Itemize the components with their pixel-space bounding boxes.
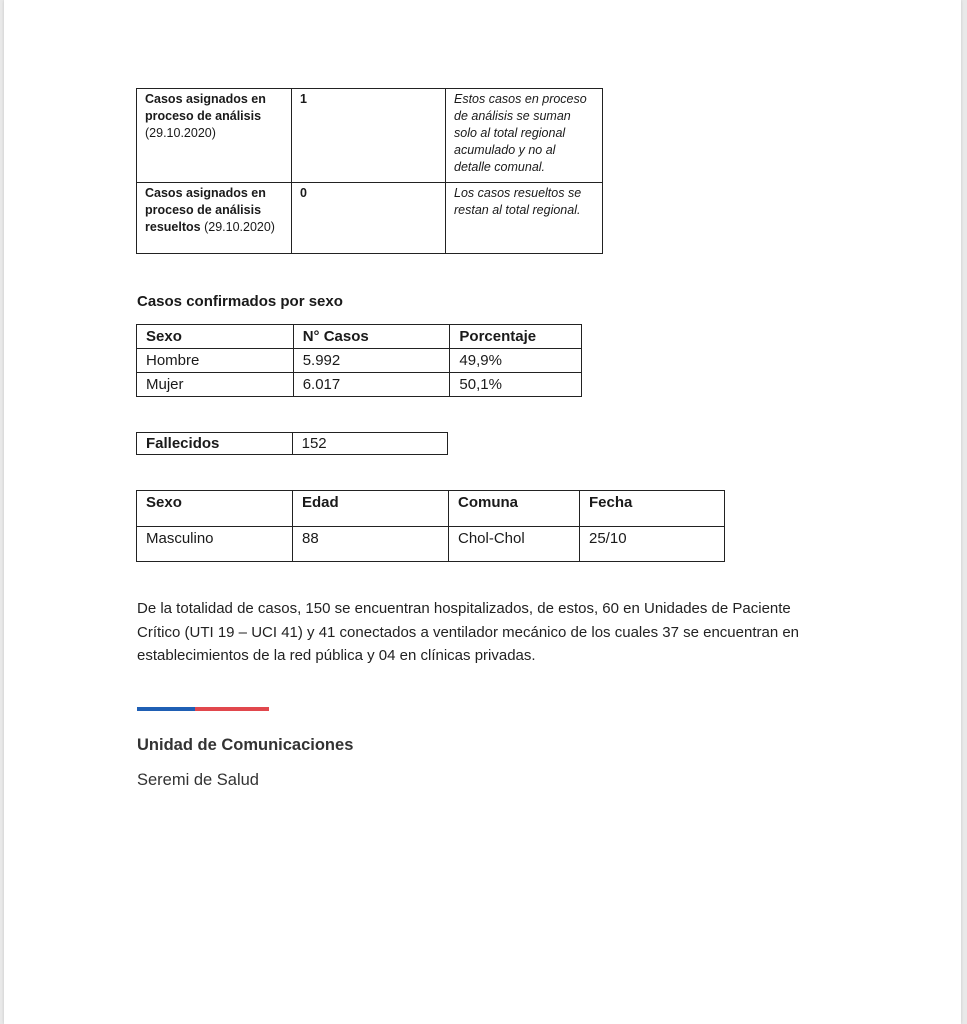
casos-por-sexo-table (136, 324, 582, 397)
row-label-date: (29.10.2020) (204, 220, 275, 234)
table-header-row (137, 491, 725, 527)
table-cell: 5.992 (293, 349, 450, 373)
row-note-cell: Estos casos en proceso de análisis se suman solo al total regional acumulado y no al detalle comunal. (446, 89, 603, 183)
row-label-cell (137, 183, 292, 254)
row-label-bold: Casos asignados en proceso de análisis (145, 92, 266, 123)
row-label-bold: Casos asignados en proceso de análisis resueltos (145, 186, 266, 234)
table-cell: 25/10 (580, 527, 725, 562)
header-cell: Porcentaje (450, 325, 582, 349)
table-cell: Hombre (137, 349, 294, 373)
table-cell: Masculino (137, 527, 293, 562)
header-cell: Sexo (137, 491, 293, 527)
table-row (137, 527, 725, 562)
fallecidos-label: Fallecidos (137, 433, 293, 455)
header-cell: Sexo (137, 325, 294, 349)
table-cell: 49,9% (450, 349, 582, 373)
org-name: Seremi de Salud (137, 771, 259, 789)
divider-blue-segment (137, 707, 195, 711)
fallecidos-value: 152 (292, 433, 447, 455)
table-cell: Mujer (137, 373, 294, 397)
header-cell: Edad (293, 491, 449, 527)
header-cell: N° Casos (293, 325, 450, 349)
table-cell: Chol-Chol (449, 527, 580, 562)
row-value-cell: 1 (292, 89, 446, 183)
table-cell: 88 (293, 527, 449, 562)
table-row (137, 349, 582, 373)
flag-divider (137, 707, 269, 711)
table-cell: 6.017 (293, 373, 450, 397)
row-label-cell (137, 89, 292, 183)
row-label-date: (29.10.2020) (145, 126, 216, 140)
table-header-row (137, 325, 582, 349)
table-row (137, 433, 448, 455)
casos-asignados-table (136, 88, 603, 254)
sexo-section-heading: Casos confirmados por sexo (137, 293, 343, 310)
detalle-fallecido-table (136, 490, 725, 562)
row-note-cell: Los casos resueltos se restan al total regional. (446, 183, 603, 254)
table-row (137, 89, 603, 183)
row-value-cell: 0 (292, 183, 446, 254)
header-cell: Comuna (449, 491, 580, 527)
unit-name: Unidad de Comunicaciones (137, 736, 354, 754)
document-page (4, 0, 961, 1024)
divider-red-segment (195, 707, 269, 711)
table-row (137, 183, 603, 254)
fallecidos-table (136, 432, 448, 455)
table-cell: 50,1% (450, 373, 582, 397)
table-row (137, 373, 582, 397)
header-cell: Fecha (580, 491, 725, 527)
hospitalizados-paragraph: De la totalidad de casos, 150 se encuentran hospitalizados, de estos, 60 en Unidades de Paciente Crítico (UTI 19 – UCI 41) y 41 conectados a ventilador mecánico de los cuales 37 se encuentran en establecimientos de la red pública y 04 en clínicas privadas. (137, 600, 800, 664)
